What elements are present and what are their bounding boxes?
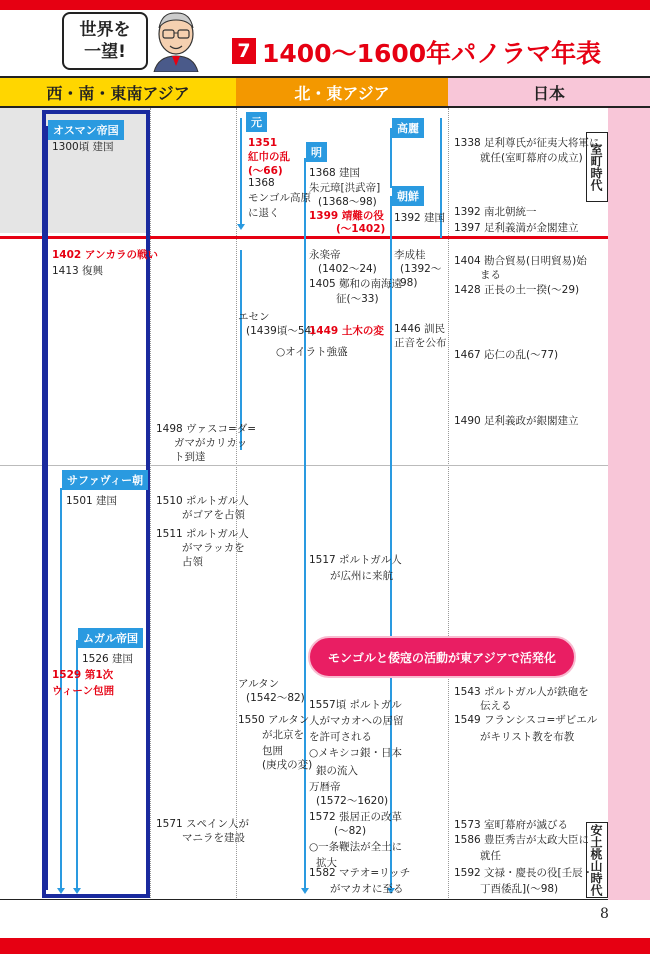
event-1557-line3: を許可される: [309, 731, 372, 743]
event-1550-line1: 1550 アルタン: [238, 714, 310, 726]
event-1498-line2: ガマがカリカッ: [174, 437, 248, 449]
badge-line-1: 世界を: [79, 20, 131, 40]
japan-1549-line1: 1549 フランシスコ=ザビエル: [454, 714, 598, 726]
world-overview-badge: [62, 12, 148, 70]
ming-1368-line1: 1368 建国: [309, 167, 361, 179]
column-divider: [150, 108, 151, 900]
dynasty-ottoman: オスマン帝国: [48, 120, 124, 140]
silver-inflow-line2: 銀の流入: [316, 765, 358, 777]
northern-yuan-timeline: [240, 250, 242, 450]
page-title: 1400〜1600年パノラマ年表: [262, 39, 602, 68]
event-1550-line3: 包囲: [262, 745, 283, 757]
event-1446-line2: 正音を公布: [394, 337, 447, 349]
event-1368-line1: 1368: [248, 177, 275, 189]
table-bottom-rule: [0, 899, 608, 900]
event-1582-line2: がマカオに至る: [330, 883, 404, 895]
top-red-bar: [0, 0, 650, 10]
chapter-number: 7: [232, 38, 256, 64]
japan-1592-line2: 丁酉倭乱](〜98): [480, 883, 559, 895]
event-1449: 1449 土木の変: [309, 325, 384, 337]
ming-timeline: [304, 158, 306, 890]
event-1572-line2: (〜82): [334, 825, 367, 837]
event-1517-line1: 1517 ポルトガル人: [309, 554, 402, 566]
japan-1338-line2: 就任(室町幕府の成立): [480, 152, 583, 164]
arrow-down-icon: [73, 888, 81, 894]
professor-illustration: [148, 8, 204, 72]
yi-seonggye-years2: 98): [400, 277, 418, 289]
badge-line-2: 一望!: [84, 42, 126, 62]
arrow-down-icon: [301, 888, 309, 894]
esen-name: エセン: [238, 311, 270, 323]
era-azuchi-momoyama: 安土桃山時代: [586, 822, 608, 898]
event-1368-line2: モンゴル高原: [248, 192, 311, 204]
japan-1586-line2: 就任: [480, 850, 501, 862]
event-1402: 1402 アンカラの戦い: [52, 249, 158, 261]
esen-years: (1439頃〜54): [246, 325, 316, 337]
column-header-japan: 日本: [448, 76, 650, 106]
arrow-down-icon: [237, 224, 245, 230]
japan-1543-line1: 1543 ポルトガル人が鉄砲を: [454, 686, 589, 698]
japan-1404-line2: まる: [480, 269, 501, 281]
event-1510-line1: 1510 ポルトガル人: [156, 495, 249, 507]
event-1446-line1: 1446 訓民: [394, 323, 446, 335]
japan-1428: 1428 正長の土一揆(〜29): [454, 284, 580, 296]
altan-name: アルタン: [238, 678, 280, 690]
event-1511-line3: 占領: [182, 556, 203, 568]
dynasty-goryeo: 高麗: [392, 118, 424, 138]
event-1300: 1300頃 建国: [52, 141, 114, 153]
event-1571-line1: 1571 スペイン人が: [156, 818, 250, 830]
joseon-timeline: [390, 196, 392, 890]
wanli-years: (1572〜1620): [316, 795, 389, 807]
event-1557-line2: 人がマカオへの居留: [309, 715, 404, 727]
event-1572-line1: 1572 張居正の改革: [309, 811, 403, 823]
column-header-west-asia: 西・南・東南アジア: [0, 76, 236, 106]
japan-1490: 1490 足利義政が銀閣建立: [454, 415, 579, 427]
event-1501: 1501 建国: [66, 495, 118, 507]
japan-1467: 1467 応仁の乱(〜77): [454, 349, 559, 361]
altan-years: (1542〜82): [246, 692, 305, 704]
event-1405-line1: 1405 鄭和の南海遠: [309, 278, 403, 290]
event-1517-line2: が広州に来航: [330, 570, 393, 582]
event-1550-line2: が北京を: [262, 729, 304, 741]
event-1526: 1526 建国: [82, 653, 134, 665]
japan-1338-line1: 1338 足利尊氏が征夷大将軍に: [454, 137, 600, 149]
yi-seonggye-name: 李成桂: [394, 249, 426, 261]
silver-inflow-line1: ○メキシコ銀・日本: [309, 747, 403, 759]
yongle-years: (1402〜24): [318, 263, 377, 275]
event-1498-line3: ト到達: [174, 451, 206, 463]
oirat-rise: ○オイラト強盛: [276, 346, 348, 358]
joseon-1392: 1392 建国: [394, 212, 446, 224]
ming-1399-line1: 1399 靖難の役: [309, 210, 384, 222]
era-muromachi: 室町時代: [586, 132, 608, 202]
event-1557-line1: 1557頃 ポルトガル: [309, 699, 402, 711]
dynasty-ming: 明: [306, 142, 327, 162]
japan-1397: 1397 足利義満が金閣建立: [454, 222, 579, 234]
dynasty-safavid: サファヴィー朝: [62, 470, 148, 490]
single-whip-line1: ○一条鞭法が全土に: [309, 841, 403, 853]
japan-era-band: [608, 108, 650, 900]
japan-1586-line1: 1586 豊臣秀吉が太政大臣に: [454, 834, 590, 846]
ottoman-timeline: [46, 126, 48, 890]
event-1413: 1413 復興: [52, 265, 104, 277]
event-1511-line2: がマラッカを: [182, 542, 245, 554]
japan-1549-line2: がキリスト教を布教: [480, 731, 575, 743]
page-number: 8: [600, 906, 609, 922]
yongle-name: 永楽帝: [309, 249, 341, 261]
yi-seonggye-years1: (1392〜: [400, 263, 442, 275]
event-1351-line2: 紅巾の乱: [248, 151, 290, 163]
column-divider: [448, 108, 449, 900]
ming-1399-line2: (〜1402): [336, 223, 386, 235]
ming-1368-line2: 朱元璋[洪武帝]: [309, 182, 381, 194]
japan-1392: 1392 南北朝統一: [454, 206, 537, 218]
event-1529-line1: 1529 第1次: [52, 669, 114, 681]
event-1582-line1: 1582 マテオ=リッチ: [309, 867, 411, 879]
bottom-red-bar: [0, 938, 650, 954]
japan-1592-line1: 1592 文禄・慶長の役[壬辰・: [454, 867, 594, 879]
arrow-down-icon: [57, 888, 65, 894]
dynasty-yuan: 元: [246, 112, 267, 132]
wanli-name: 万暦帝: [309, 781, 341, 793]
dynasty-joseon: 朝鮮: [392, 186, 424, 206]
event-1498-line1: 1498 ヴァスコ=ダ=: [156, 423, 257, 435]
column-header-north-east-asia: 北・東アジア: [236, 76, 448, 106]
japan-1573: 1573 室町幕府が滅びる: [454, 819, 569, 831]
yuan-timeline: [240, 118, 242, 226]
ming-1368-line3: (1368〜98): [318, 196, 377, 208]
japan-1404-line1: 1404 勘合貿易(日明貿易)始: [454, 255, 587, 267]
event-1529-line2: ウィーン包囲: [52, 685, 115, 697]
event-1351-line3: (〜66): [248, 165, 283, 177]
event-1571-line2: マニラを建設: [182, 832, 245, 844]
event-1351-line1: 1351: [248, 137, 278, 149]
event-1511-line1: 1511 ポルトガル人: [156, 528, 249, 540]
event-1510-line2: がゴアを占領: [182, 509, 245, 521]
event-1550-line4: (庚戌の変): [262, 759, 313, 771]
japan-1543-line2: 伝える: [480, 700, 512, 712]
event-1405-line2: 征(〜33): [336, 293, 379, 305]
dynasty-mughal: ムガル帝国: [78, 628, 143, 648]
single-whip-line2: 拡大: [316, 857, 337, 869]
wako-banner: モンゴルと倭寇の活動が東アジアで活発化: [308, 636, 576, 678]
event-1368-line3: に退く: [248, 207, 280, 219]
